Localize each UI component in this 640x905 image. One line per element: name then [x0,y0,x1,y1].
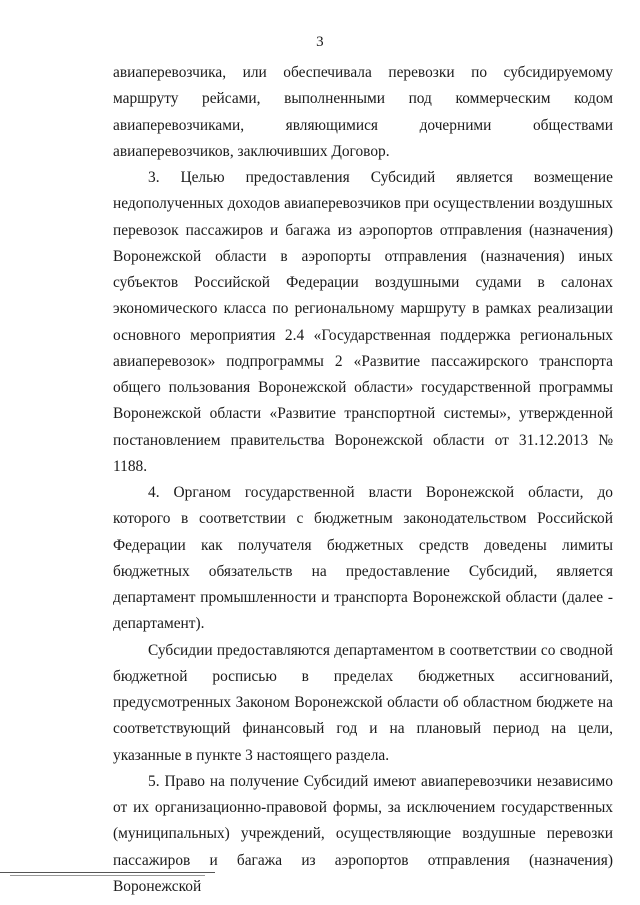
paragraph-subsidies-provision: Субсидии предоставляются департаментом в соответствии со сводной бюджетной росписью в пределах бюджетных ассигнований, предусмотренных Законом Воронежской области об областном бюджете на соответствующий финансовый год и на плановый период на цели, указанные в пункте 3 настоящего раздела. [113,641,613,764]
paragraph-item-3: 3. Целью предоставления Субсидий является возмещение недополученных доходов авиаперевозчиков при осуществлении воздушных перевозок пассажиров и багажа из аэропортов отправления (назначения) Воронежской области в аэропорты отправления (назначения) иных субъектов Российской Федерации воздушными судами в салонах экономического класса по региональному маршруту в рамках реализации основного мероприятия 2.4 «Государственная поддержка региональных авиаперевозок» подпрограммы 2 «Развитие пассажирского транспорта общего пользования Воронежской области» государственной программы Воронежской области «Развитие транспортной системы», утвержденной постановлением правительства Воронежской области от 31.12.2013 № 1188. [113,169,613,475]
paragraph-item-4: 4. Органом государственной власти Воронежской области, до которого в соответствии с бюджетным законодательством Российской Федерации как получателя бюджетных средств доведены лимиты бюджетных обязательств на предоставление Субсидий, является департамент промышленности и транспорта Воронежской области (далее - департамент). [113,484,613,633]
page-number: 3 [316,34,324,50]
footer-divider [0,872,215,873]
footer-divider-secondary [10,875,205,876]
paragraph-item-5: 5. Право на получение Субсидий имеют авиаперевозчики независимо от их организационно-правовой формы, за исключением государственных (муниципальных) учреждений, осуществляющие воздушные перевозки пассажиров и багажа из аэропортов отправления (назначения) Воронежской [113,772,613,895]
document-body [113,60,613,900]
paragraph-continuation: авиаперевозчика, или обеспечивала перевозки по субсидируемому маршруту рейсами, выполненными под коммерческим кодом авиаперевозчиками, являющимися дочерними обществами авиаперевозчиков, заключивших Договор. [113,64,613,160]
